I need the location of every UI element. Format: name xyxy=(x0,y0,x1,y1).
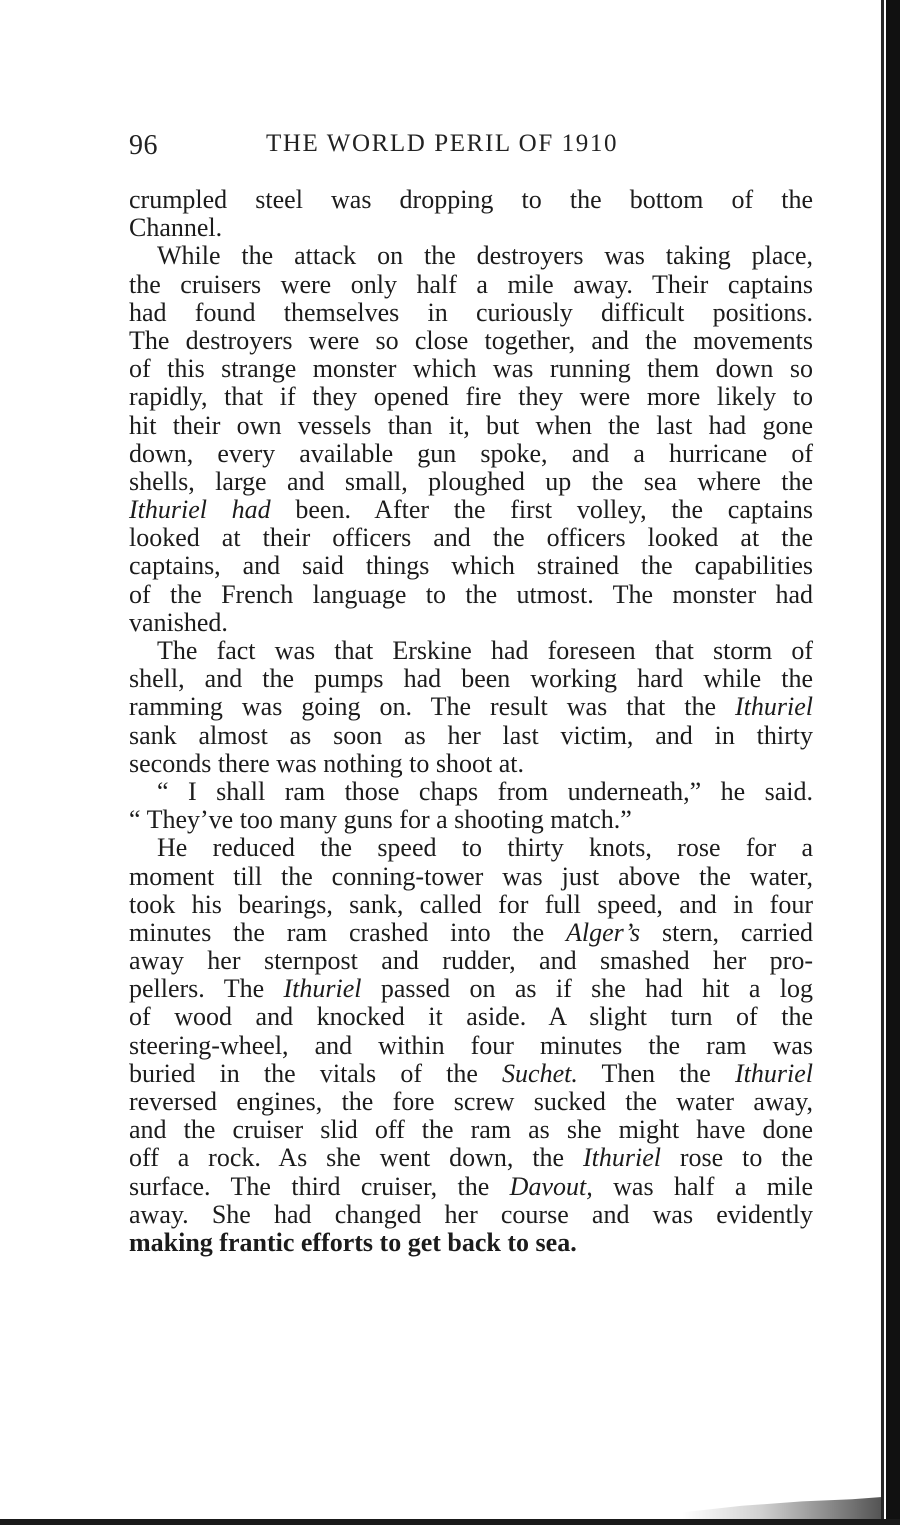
italic-text: Ithuriel xyxy=(735,1058,813,1088)
text-line xyxy=(129,496,813,524)
text-run: The fact was that Erskine had foreseen that storm of xyxy=(157,636,813,665)
text-run: was half a mile xyxy=(592,1171,813,1201)
text-run: ramming was going on. The result was that the xyxy=(129,692,735,722)
text-run: had found themselves in curiously difficult positions. xyxy=(129,297,813,327)
text-run: away her sternpost and rudder, and smashed her pro- xyxy=(129,946,813,976)
text-line xyxy=(129,355,813,383)
text-line xyxy=(129,468,813,496)
text-line xyxy=(129,1032,813,1060)
text-line xyxy=(129,806,813,834)
text-line xyxy=(129,863,813,891)
text-run: buried in the vitals of the xyxy=(129,1058,503,1088)
text-run: pellers. The xyxy=(129,974,284,1004)
running-title: THE WORLD PERIL OF 1910 xyxy=(266,130,619,157)
text-run: vanished. xyxy=(129,607,228,637)
text-run: off a rock. As she went down, the xyxy=(129,1143,583,1173)
text-line xyxy=(129,412,813,440)
text-run: Channel. xyxy=(129,213,223,243)
text-line xyxy=(129,722,813,750)
text-run: away. She had changed her course and was evidently xyxy=(129,1199,813,1229)
text-run: Then the xyxy=(577,1058,735,1088)
text-run: making frantic efforts to get back to sea. xyxy=(129,1227,577,1257)
text-run: minutes the ram crashed into the xyxy=(129,917,567,947)
text-run: surface. The third cruiser, the xyxy=(129,1171,510,1201)
text-run: seconds there was nothing to shoot at. xyxy=(129,748,524,778)
text-line xyxy=(129,524,813,552)
text-run: moment till the conning-tower was just above the water, xyxy=(129,861,813,891)
text-run: steering-wheel, and within four minutes the ram was xyxy=(129,1030,813,1060)
text-line xyxy=(129,1144,813,1172)
italic-text: Ithuriel xyxy=(283,974,362,1004)
text-run: took his bearings, sank, called for full speed, and in four xyxy=(129,889,813,919)
italic-text: Davout, xyxy=(509,1171,593,1201)
text-line xyxy=(129,1088,813,1116)
text-line xyxy=(129,947,813,975)
text-line xyxy=(129,1229,813,1257)
text-run: stern, carried xyxy=(640,917,814,947)
text-run: rose to the xyxy=(660,1143,813,1173)
text-line xyxy=(129,271,813,299)
text-line xyxy=(129,891,813,919)
text-run: While the attack on the destroyers was taking place, xyxy=(157,241,813,271)
italic-text: Alger’s xyxy=(566,917,641,947)
text-line xyxy=(129,1173,813,1201)
text-run: “ They’ve too many guns for a shooting match.” xyxy=(129,805,632,835)
text-run: captains, and said things which strained the capabilities xyxy=(129,551,813,581)
text-run: looked at their officers and the officers looked at the xyxy=(129,523,813,553)
page-bottom-edge xyxy=(0,1519,900,1525)
text-line xyxy=(129,1201,813,1229)
text-line xyxy=(129,1116,813,1144)
text-line xyxy=(129,637,813,665)
text-line xyxy=(129,919,813,947)
page-number: 96 xyxy=(129,130,158,161)
text-run: The destroyers were so close together, and the movements xyxy=(129,325,813,355)
text-line xyxy=(129,975,813,1003)
text-line xyxy=(129,1003,813,1031)
text-line xyxy=(129,665,813,693)
text-line xyxy=(129,750,813,778)
text-run: passed on as if she had hit a log xyxy=(361,974,813,1004)
text-run: shell, and the pumps had been working hard while the xyxy=(129,664,813,694)
text-run: crumpled steel was dropping to the bottom of the xyxy=(129,185,813,214)
text-run: of wood and knocked it aside. A slight turn of the xyxy=(129,1002,813,1032)
page-edge-shadow xyxy=(886,0,900,1525)
text-line xyxy=(129,1060,813,1088)
text-run: hit their own vessels than it, but when the last had gone xyxy=(129,410,813,440)
text-line xyxy=(129,693,813,721)
text-run: He reduced the speed to thirty knots, rose for a xyxy=(157,833,813,863)
italic-text: Suchet. xyxy=(502,1058,578,1088)
italic-text: Ithuriel xyxy=(735,692,813,722)
text-run: and the cruiser slid off the ram as she might have done xyxy=(129,1115,813,1145)
text-line xyxy=(129,299,813,327)
text-run: reversed engines, the fore screw sucked the water away, xyxy=(129,1087,813,1116)
text-run: rapidly, that if they opened fire they were more likely to xyxy=(129,382,813,412)
text-run: of this strange monster which was running them down so xyxy=(129,354,813,384)
text-run: sank almost as soon as her last victim, and in thirty xyxy=(129,720,813,750)
italic-text: Ithuriel xyxy=(582,1143,661,1173)
body-text xyxy=(129,186,813,1257)
text-line xyxy=(129,327,813,355)
text-run: of the French language to the utmost. The monster had xyxy=(129,579,813,609)
text-run: been. After the first volley, the captains xyxy=(270,495,813,525)
text-run: shells, large and small, ploughed up the sea where the xyxy=(129,466,813,496)
text-run: “ I shall ram those chaps from underneath,” he said. xyxy=(157,776,813,806)
page-edge-line xyxy=(881,0,884,1525)
text-line xyxy=(129,440,813,468)
text-line xyxy=(129,581,813,609)
text-line xyxy=(129,186,813,214)
text-line xyxy=(129,552,813,580)
text-line xyxy=(129,214,813,242)
scan-smudge xyxy=(682,1497,882,1519)
text-line xyxy=(129,242,813,270)
text-line xyxy=(129,834,813,862)
italic-text: Ithuriel had xyxy=(129,495,271,525)
text-run: the cruisers were only half a mile away. Their captains xyxy=(129,269,813,299)
text-line xyxy=(129,609,813,637)
running-header xyxy=(129,130,689,170)
text-line xyxy=(129,383,813,411)
text-run: down, every available gun spoke, and a hurricane of xyxy=(129,438,813,468)
text-line xyxy=(129,778,813,806)
